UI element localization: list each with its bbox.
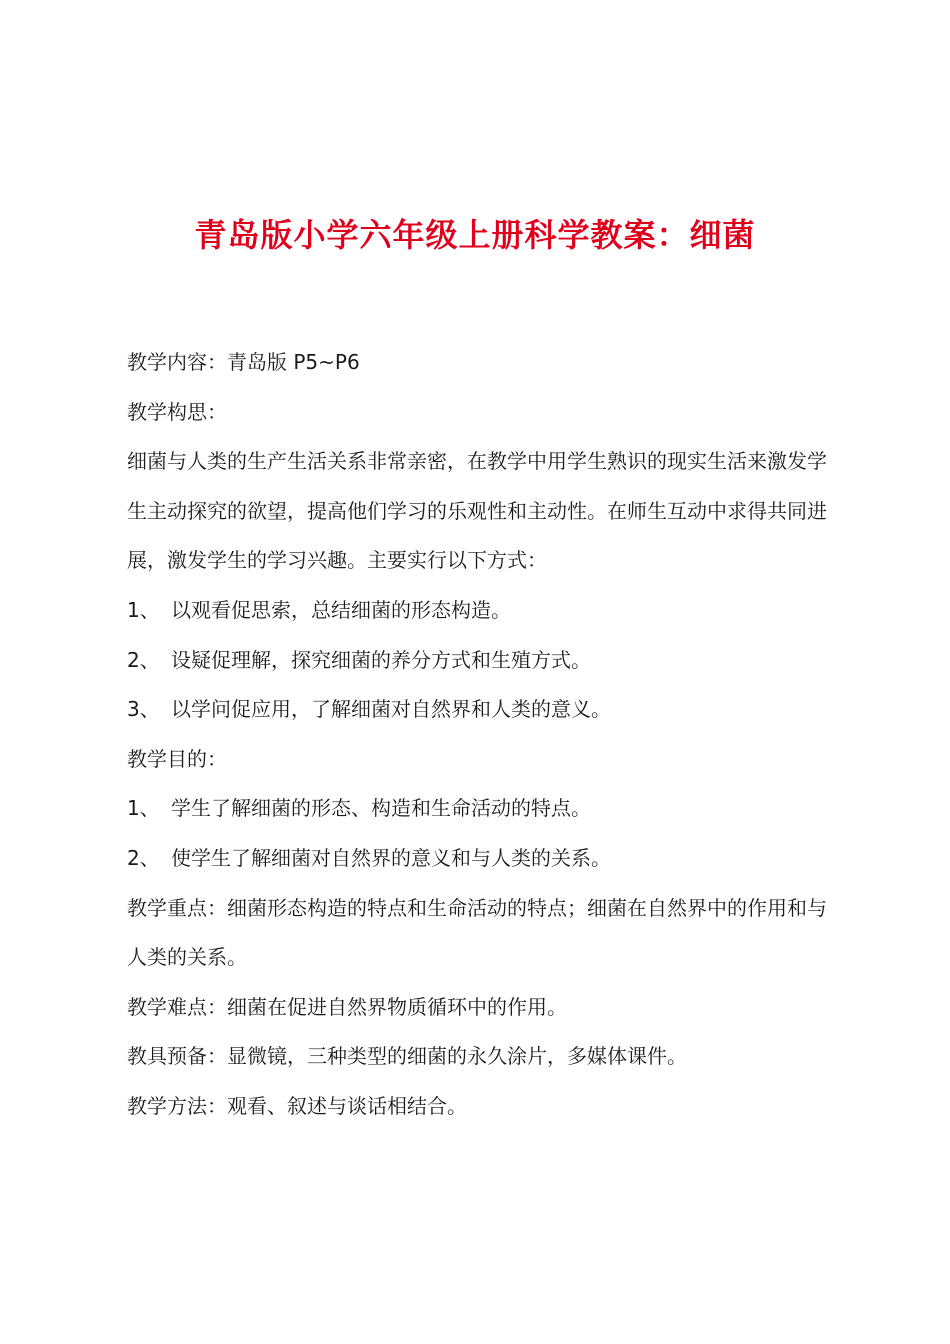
content-line (127, 338, 835, 388)
concept-item-text: 设疑促理解，探究细菌的养分方式和生殖方式。 (171, 647, 591, 672)
tools-line (127, 1032, 835, 1082)
goal-item-text: 使学生了解细菌对自然界的意义和与人类的关系。 (171, 845, 611, 870)
key-points-value: 细菌形态构造的特点和生命活动的特点；细菌在自然界中的作用和与人类的关系。 (127, 895, 827, 970)
concept-label: 教学构思： (127, 399, 227, 424)
document-body (127, 338, 835, 1132)
goal-item-text: 学生了解细菌的形态、构造和生命活动的特点。 (171, 796, 591, 821)
concept-item-number: 3、 (127, 697, 160, 722)
goals-label: 教学目的： (127, 746, 227, 771)
method-label: 教学方法： (127, 1093, 227, 1118)
concept-item (127, 636, 835, 686)
difficulty-label: 教学难点： (127, 994, 227, 1019)
method-line (127, 1082, 835, 1132)
concept-item (127, 685, 835, 735)
concept-item-text: 以观看促思索，总结细菌的形态构造。 (171, 597, 511, 622)
method-value: 观看、叙述与谈话相结合。 (227, 1093, 467, 1118)
concept-item (127, 586, 835, 636)
tools-label: 教具预备： (127, 1044, 227, 1069)
concept-item-number: 2、 (127, 647, 160, 672)
difficulty-line (127, 983, 835, 1033)
concept-item-number: 1、 (127, 597, 160, 622)
difficulty-value: 细菌在促进自然界物质循环中的作用。 (227, 994, 567, 1019)
goal-item-number: 2、 (127, 845, 160, 870)
content-label: 教学内容： (127, 350, 227, 374)
tools-value: 显微镜，三种类型的细菌的永久涂片，多媒体课件。 (227, 1044, 687, 1069)
goal-item (127, 784, 835, 834)
goal-item-number: 1、 (127, 796, 160, 821)
goal-item (127, 834, 835, 884)
concept-item-text: 以学问促应用，了解细菌对自然界和人类的意义。 (171, 697, 611, 722)
key-points-line (127, 884, 835, 983)
key-points-label: 教学重点： (127, 895, 227, 920)
document-title: 青岛版小学六年级上册科学教案：细菌 (194, 216, 756, 254)
concept-paragraph: 细菌与人类的生产生活关系非常亲密，在教学中用学生熟识的现实生活来激发学生主动探究的欲望，提高他们学习的乐观性和主动性。在师生互动中求得共同进展，激发学生的学习兴趣。主要实行以下方式： (127, 449, 827, 573)
content-value: 青岛版 P5~P6 (227, 350, 360, 374)
